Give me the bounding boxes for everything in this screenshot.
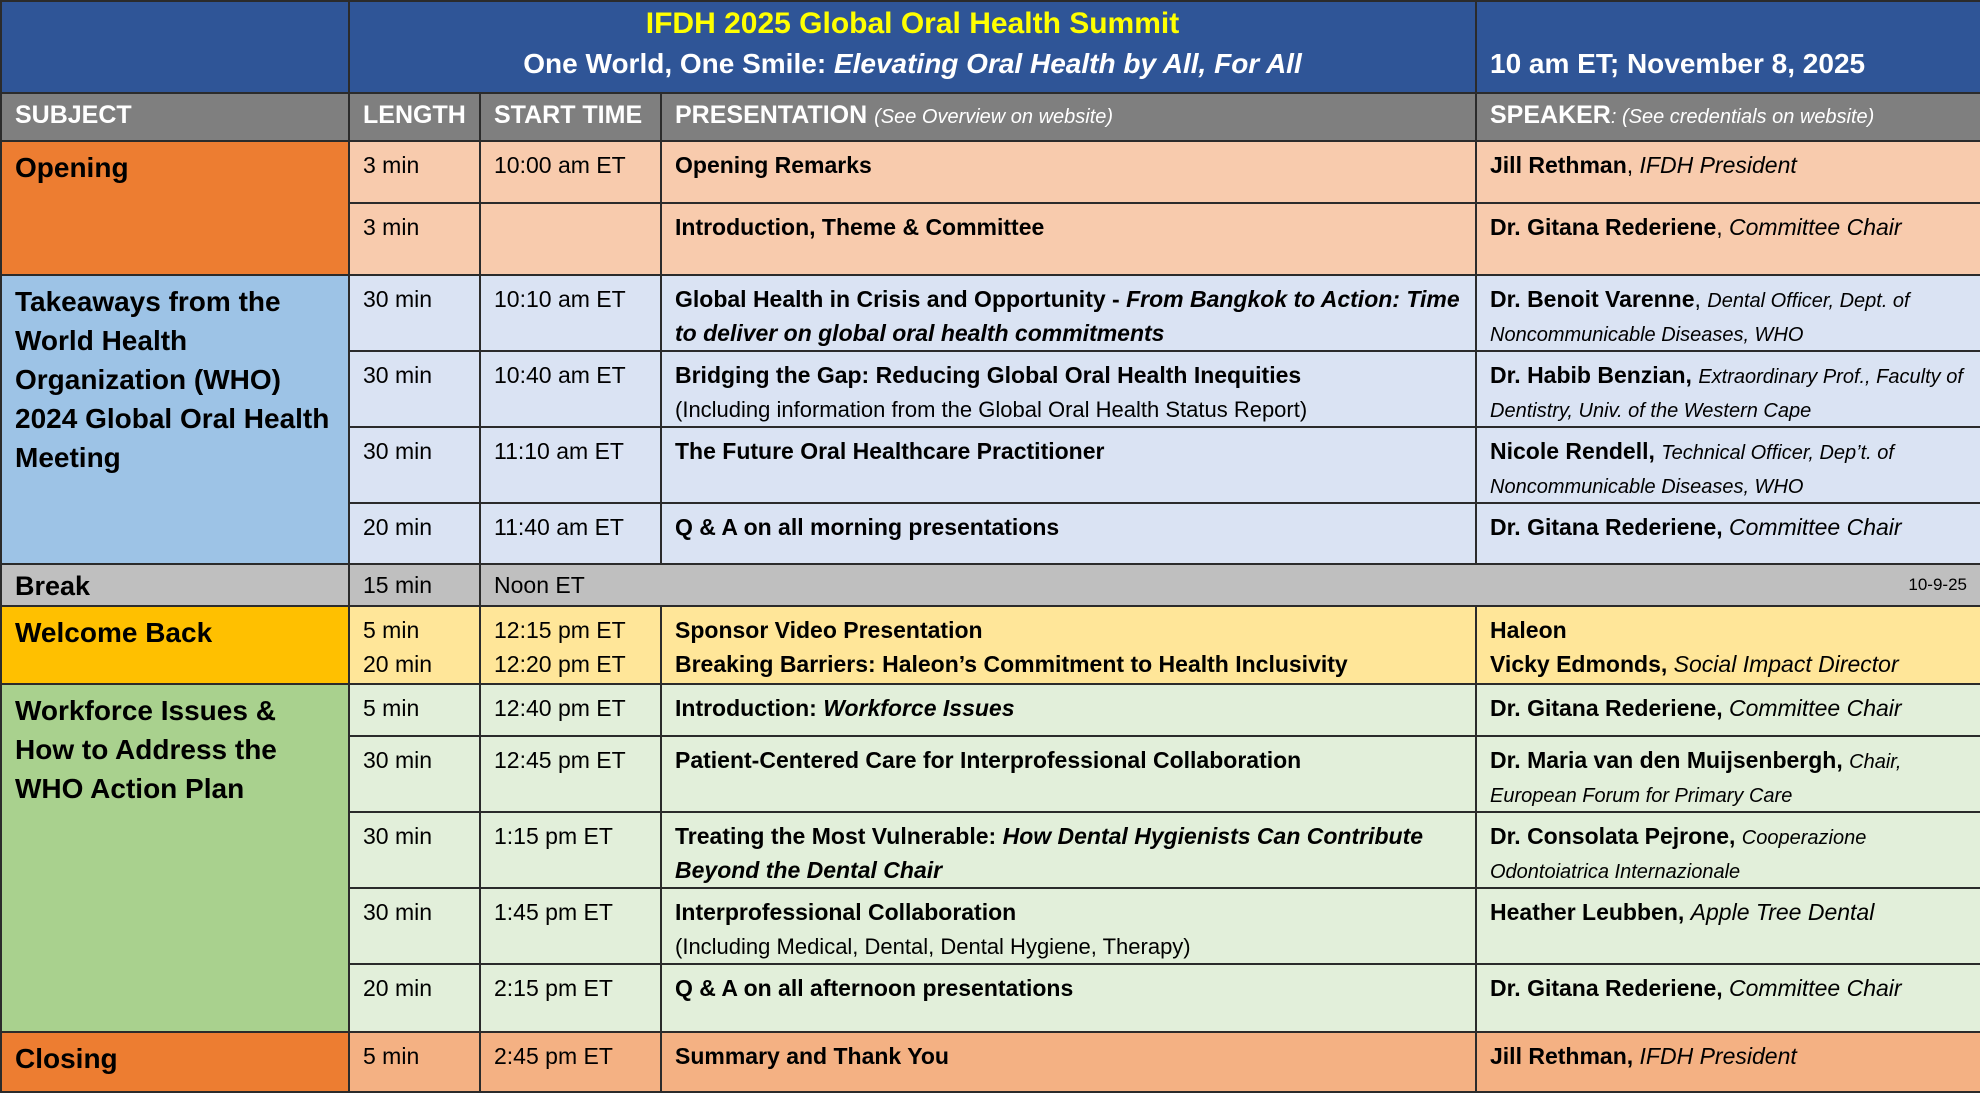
row-length: 30 min [349,275,480,351]
table-row [1,141,1980,203]
row-start: Noon ET [494,572,585,598]
col-start-time: START TIME [480,93,661,141]
table-row [1,1032,1980,1092]
col-subject: SUBJECT [1,93,349,141]
row-start: 12:40 pm ET [480,684,661,736]
row-start: 1:45 pm ET [480,888,661,964]
row-speaker: Nicole Rendell, Technical Officer, Dep’t. of Noncommunicable Diseases, WHO [1476,427,1980,503]
row-length: 30 min [349,736,480,812]
table-row [1,684,1980,736]
col-presentation: PRESENTATION (See Overview on website) [661,93,1476,141]
date-note: 10-9-25 [1908,575,1967,594]
row-speaker: Dr. Habib Benzian, Extraordinary Prof., Faculty of Dentistry, Univ. of the Western Cape [1476,351,1980,427]
row-length: 30 min [349,427,480,503]
table-row [1,564,1980,606]
row-speaker: Dr. Maria van den Muijsenbergh, Chair, European Forum for Primary Care [1476,736,1980,812]
row-presentation: Patient-Centered Care for Interprofessional Collaboration [661,736,1476,812]
section-closing: Closing [1,1032,349,1092]
summit-title: IFDH 2025 Global Oral Health Summit [645,7,1180,40]
row-presentation: Global Health in Crisis and Opportunity - From Bangkok to Action: Time to deliver on global oral health commitments [661,275,1476,351]
row-length: 20 min [349,503,480,564]
row-start [480,203,661,275]
row-length: 30 min [349,812,480,888]
row-length: 5 min [349,684,480,736]
table-row [1,275,1980,351]
row-speaker: Dr. Gitana Rederiene, Committee Chair [1476,203,1980,275]
row-presentation: Q & A on all morning presentations [661,503,1476,564]
header-row [1,1,1980,93]
row-speaker: Dr. Gitana Rederiene, Committee Chair [1476,964,1980,1032]
row-start: 10:10 am ET [480,275,661,351]
row-speaker: Heather Leubben, Apple Tree Dental [1476,888,1980,964]
row-start: 11:40 am ET [480,503,661,564]
section-workforce: Workforce Issues & How to Address the WHO Action Plan [1,684,349,1032]
row-start: 12:45 pm ET [480,736,661,812]
header-blank [1,1,349,93]
row-length: 5 min [349,1032,480,1092]
col-length: LENGTH [349,93,480,141]
row-start: 2:45 pm ET [480,1032,661,1092]
row-speaker: Dr. Gitana Rederiene, Committee Chair [1476,684,1980,736]
row-presentation: Treating the Most Vulnerable: How Dental Hygienists Can Contribute Beyond the Dental Chair [661,812,1476,888]
row-start: 12:15 pm ET 12:20 pm ET [480,606,661,684]
row-speaker: Dr. Gitana Rederiene, Committee Chair [1476,503,1980,564]
row-speaker: Jill Rethman, IFDH President [1476,1032,1980,1092]
row-presentation: Introduction, Theme & Committee [661,203,1476,275]
row-presentation: Introduction: Workforce Issues [661,684,1476,736]
section-who-takeaways: Takeaways from the World Health Organization (WHO) 2024 Global Oral Health Meeting [1,275,349,564]
column-header-row [1,93,1980,141]
break-detail [480,564,1980,606]
row-start: 11:10 am ET [480,427,661,503]
row-presentation: Sponsor Video Presentation Breaking Barriers: Haleon’s Commitment to Health Inclusivity [661,606,1476,684]
row-length: 15 min [349,564,480,606]
row-presentation: Summary and Thank You [661,1032,1476,1092]
row-length: 5 min 20 min [349,606,480,684]
section-opening: Opening [1,141,349,275]
row-start: 2:15 pm ET [480,964,661,1032]
row-presentation: The Future Oral Healthcare Practitioner [661,427,1476,503]
col-speaker: SPEAKER: (See credentials on website) [1476,93,1980,141]
row-presentation: Opening Remarks [661,141,1476,203]
row-length: 3 min [349,203,480,275]
row-speaker: Jill Rethman, IFDH President [1476,141,1980,203]
summit-datetime: 10 am ET; November 8, 2025 [1490,48,1866,79]
row-presentation: Bridging the Gap: Reducing Global Oral Health Inequities (Including information from the Global Oral Health Status Report) [661,351,1476,427]
row-length: 3 min [349,141,480,203]
summit-subtitle: One World, One Smile: Elevating Oral Health by All, For All [523,48,1302,79]
row-start: 10:00 am ET [480,141,661,203]
row-start: 10:40 am ET [480,351,661,427]
row-length: 30 min [349,888,480,964]
row-speaker: Dr. Consolata Pejrone, Cooperazione Odontoiatrica Internazionale [1476,812,1980,888]
row-presentation: Q & A on all afternoon presentations [661,964,1476,1032]
row-length: 30 min [349,351,480,427]
row-presentation: Interprofessional Collaboration (Including Medical, Dental, Dental Hygiene, Therapy) [661,888,1476,964]
row-speaker: Dr. Benoit Varenne, Dental Officer, Dept. of Noncommunicable Diseases, WHO [1476,275,1980,351]
row-start: 1:15 pm ET [480,812,661,888]
section-break: Break [1,564,349,606]
section-welcome-back: Welcome Back [1,606,349,684]
row-speaker: Haleon Vicky Edmonds, Social Impact Director [1476,606,1980,684]
header-title-cell [349,1,1476,93]
table-row [1,606,1980,684]
header-date-cell [1476,1,1980,93]
row-length: 20 min [349,964,480,1032]
